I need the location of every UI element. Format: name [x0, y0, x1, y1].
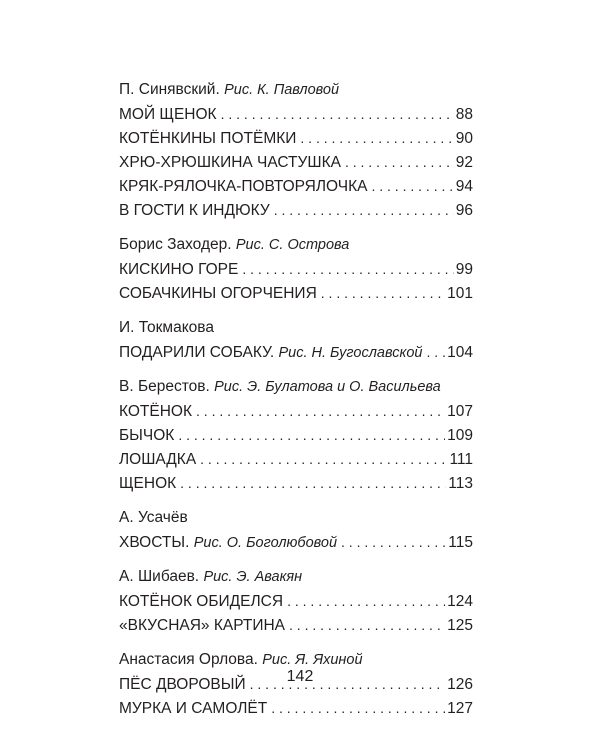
dot-leader: [242, 257, 453, 281]
toc-entry[interactable]: [119, 340, 473, 364]
dot-leader: [196, 399, 445, 423]
toc-entry[interactable]: [119, 399, 473, 423]
entry-page: 127: [447, 700, 473, 717]
entry-page: 126: [447, 676, 473, 693]
entry-title: КОТЁНКИНЫ ПОТЁМКИ: [119, 130, 297, 147]
toc-section: [119, 375, 473, 495]
section-author-line: [119, 565, 473, 589]
entry-page: 107: [447, 403, 473, 420]
entry-title-text: ХВОСТЫ.: [119, 534, 190, 551]
dot-leader: [289, 613, 445, 637]
dot-leader: [321, 281, 445, 305]
toc-entry[interactable]: [119, 150, 473, 174]
entry-title: КОТЁНОК: [119, 403, 193, 420]
toc-entry[interactable]: [119, 530, 473, 554]
section-author-line: [119, 316, 473, 340]
author-name: П. Синявский.: [119, 81, 220, 98]
entry-page: 94: [455, 178, 473, 195]
dot-leader: [341, 530, 446, 554]
dot-leader: [371, 174, 453, 198]
entry-title: [119, 341, 426, 365]
dot-leader: [180, 471, 446, 495]
toc-entry[interactable]: [119, 281, 473, 305]
toc-section: [119, 316, 473, 364]
entry-page: 109: [447, 427, 473, 444]
toc-entry[interactable]: [119, 613, 473, 637]
entry-title: ЩЕНОК: [119, 475, 177, 492]
dot-leader: [274, 198, 454, 222]
entry-page: 92: [455, 154, 473, 171]
toc-entry[interactable]: [119, 423, 473, 447]
page-number: 142: [286, 668, 314, 685]
illustrator-credit: Рис. К. Павловой: [224, 82, 340, 98]
author-name: И. Токмакова: [119, 319, 214, 336]
entry-page: 88: [455, 106, 473, 123]
entry-page: 104: [447, 344, 473, 361]
toc-entry[interactable]: [119, 126, 473, 150]
illustrator-credit: Рис. Э. Булатова и О. Васильева: [214, 379, 441, 395]
entry-title: МУРКА И САМОЛЁТ: [119, 700, 268, 717]
toc-entry[interactable]: [119, 471, 473, 495]
entry-page: 101: [447, 285, 473, 302]
toc-entry[interactable]: [119, 447, 473, 471]
dot-leader: [426, 340, 445, 364]
toc-entry[interactable]: [119, 174, 473, 198]
entry-title: «ВКУСНАЯ» КАРТИНА: [119, 617, 286, 634]
illustrator-credit: Рис. Э. Авакян: [203, 569, 303, 585]
dot-leader: [178, 423, 445, 447]
table-of-contents: [119, 78, 473, 731]
section-author-line: [119, 375, 473, 399]
toc-section: [119, 233, 473, 305]
author-name: В. Берестов.: [119, 378, 210, 395]
toc-entry[interactable]: [119, 589, 473, 613]
entry-page: 115: [448, 534, 473, 551]
dot-leader: [300, 126, 453, 150]
illustrator-credit: Рис. О. Боголюбовой: [193, 535, 338, 551]
entry-title: В ГОСТИ К ИНДЮКУ: [119, 202, 270, 219]
author-name: А. Усачёв: [119, 509, 188, 526]
toc-entry[interactable]: [119, 696, 473, 720]
entry-page: 124: [447, 593, 473, 610]
entry-title: ПЁС ДВОРОВЫЙ: [119, 676, 246, 693]
toc-entry[interactable]: [119, 198, 473, 222]
toc-section: [119, 565, 473, 637]
entry-page: 96: [455, 202, 473, 219]
author-name: Анастасия Орлова.: [119, 651, 258, 668]
illustrator-credit: Рис. Н. Бугославской: [278, 345, 423, 361]
dot-leader: [287, 589, 445, 613]
entry-title: ХРЮ-ХРЮШКИНА ЧАСТУШКА: [119, 154, 341, 171]
entry-title: ЛОШАДКА: [119, 451, 197, 468]
entry-page: 113: [448, 475, 473, 492]
author-name: А. Шибаев.: [119, 568, 200, 585]
entry-title: [119, 531, 341, 555]
toc-entry[interactable]: [119, 257, 473, 281]
entry-title: КИСКИНО ГОРЕ: [119, 261, 239, 278]
toc-section: [119, 78, 473, 222]
section-author-line: [119, 233, 473, 257]
toc-entry[interactable]: [119, 102, 473, 126]
section-author-line: [119, 78, 473, 102]
illustrator-credit: Рис. С. Острова: [235, 237, 350, 253]
dot-leader: [221, 102, 454, 126]
dot-leader: [345, 150, 454, 174]
entry-page: 90: [455, 130, 473, 147]
entry-title: БЫЧОК: [119, 427, 175, 444]
entry-page: 111: [449, 451, 473, 468]
entry-title: МОЙ ЩЕНОК: [119, 106, 217, 123]
dot-leader: [271, 696, 445, 720]
dot-leader: [200, 447, 447, 471]
entry-page: 125: [447, 617, 473, 634]
entry-title: КРЯК-РЯЛОЧКА-ПОВТОРЯЛОЧКА: [119, 178, 368, 195]
illustrator-credit: Рис. Я. Яхиной: [262, 652, 363, 668]
toc-section: [119, 506, 473, 554]
entry-title-text: ПОДАРИЛИ СОБАКУ.: [119, 344, 275, 361]
author-name: Борис Заходер.: [119, 236, 232, 253]
entry-title: КОТЁНОК ОБИДЕЛСЯ: [119, 593, 284, 610]
entry-title: СОБАЧКИНЫ ОГОРЧЕНИЯ: [119, 285, 317, 302]
entry-page: 99: [455, 261, 473, 278]
section-author-line: [119, 506, 473, 530]
